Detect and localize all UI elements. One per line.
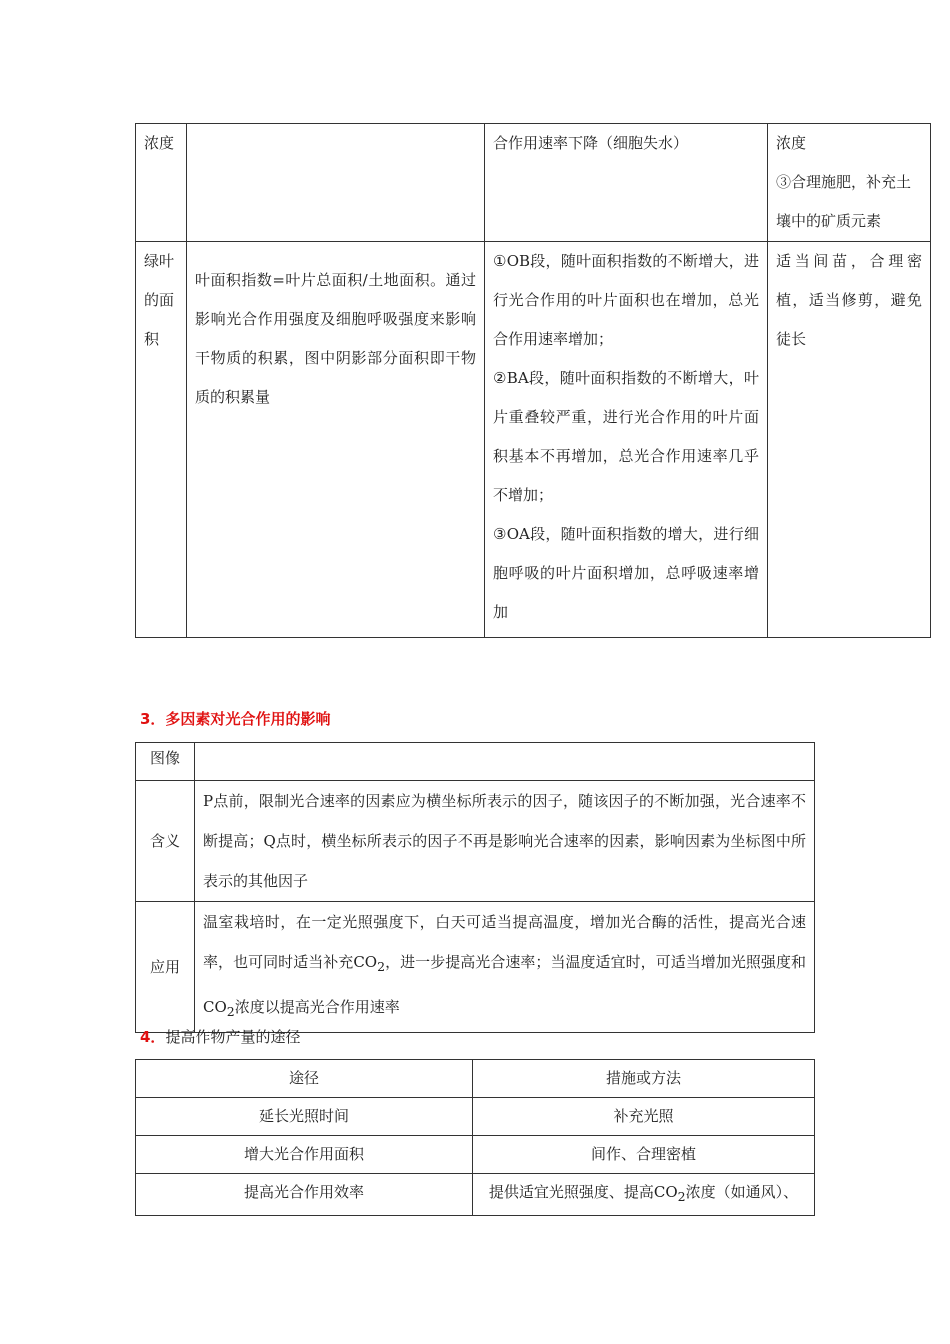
column-header: 途径 <box>136 1060 473 1098</box>
application-cell: 适当间苗，合理密植，适当修剪，避免徒长 <box>768 242 931 638</box>
method-cell <box>473 1174 815 1216</box>
application-cell <box>768 124 931 242</box>
factor-table <box>135 123 931 638</box>
table-row <box>136 743 815 781</box>
application-line: 浓度 <box>776 134 807 152</box>
section-number: 4． <box>140 1028 166 1046</box>
text-run: 浓度（如通风）、 <box>685 1183 799 1201</box>
way-cell: 延长光照时间 <box>136 1098 473 1136</box>
table-header-row <box>136 1060 815 1098</box>
multi-factor-table <box>135 742 815 1033</box>
method-cell: 补充光照 <box>473 1098 815 1136</box>
row-label: 含义 <box>136 781 195 902</box>
table-row <box>136 124 931 242</box>
subscript: 2 <box>677 1189 686 1204</box>
column-header: 措施或方法 <box>473 1060 815 1098</box>
analysis-point: ③OA段，随叶面积指数的增大，进行细胞呼吸的叶片面积增加，总呼吸速率增加 <box>493 525 759 621</box>
section-title: 提高作物产量的途径 <box>165 1028 301 1046</box>
analysis-point: ①OB段，随叶面积指数的不断增大，进行光合作用的叶片面积也在增加，总光合作用速率增加； <box>493 252 759 348</box>
subscript: 2 <box>226 1004 235 1019</box>
text-run: ，进一步提高光合速率；当温度适宜时，可适当增加光照强度和CO <box>203 953 806 1016</box>
text-run: 提供适宜光照强度、提高CO <box>488 1183 678 1201</box>
row-content <box>195 902 815 1033</box>
factor-cell: 绿叶的面积 <box>136 242 187 638</box>
text-run: 温室栽培时，在一定光照强度下，白天可适当提高温度，增加光合酶的活性，提高光合速率，也可同时适当补充CO <box>203 913 806 971</box>
method-cell: 间作、合理密植 <box>473 1136 815 1174</box>
application-line: ③合理施肥，补充土壤中的矿质元素 <box>776 173 912 230</box>
table-row <box>136 1174 815 1216</box>
factor-cell: 浓度 <box>136 124 187 242</box>
section-heading: 3．多因素对光合作用的影响 <box>140 710 331 728</box>
yield-table <box>135 1059 815 1216</box>
analysis-point: ②BA段，随叶面积指数的不断增大，叶片重叠较严重，进行光合作用的叶片面积基本不再增加，总光合作用速率几乎不增加； <box>493 369 759 504</box>
table-row <box>136 1098 815 1136</box>
subscript: 2 <box>377 959 386 974</box>
mechanism-cell <box>187 124 485 242</box>
table-row <box>136 1136 815 1174</box>
row-label: 应用 <box>136 902 195 1033</box>
table-row <box>136 902 815 1033</box>
analysis-cell <box>485 242 768 638</box>
section-heading <box>140 1027 300 1047</box>
text-run: 浓度以提高光合作用速率 <box>234 998 400 1016</box>
row-label: 图像 <box>136 743 195 781</box>
way-cell: 提高光合作用效率 <box>136 1174 473 1216</box>
table-row <box>136 242 931 638</box>
way-cell: 增大光合作用面积 <box>136 1136 473 1174</box>
table-row <box>136 781 815 902</box>
row-content <box>195 743 815 781</box>
row-content: P点前，限制光合速率的因素应为横坐标所表示的因子，随该因子的不断加强，光合速率不断提高；Q点时，横坐标所表示的因子不再是影响光合速率的因素，影响因素为坐标图中所表示的其他因子 <box>195 781 815 902</box>
mechanism-cell: 叶面积指数=叶片总面积/土地面积。通过影响光合作用强度及细胞呼吸强度来影响干物质的积累，图中阴影部分面积即干物质的积累量 <box>187 242 485 638</box>
analysis-cell: 合作用速率下降（细胞失水） <box>485 124 768 242</box>
